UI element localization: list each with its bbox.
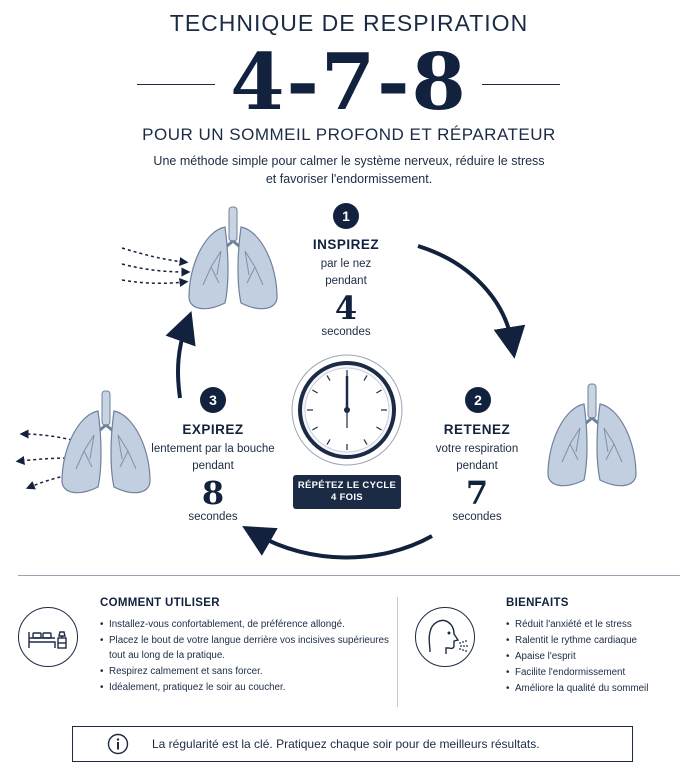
step-2 xyxy=(420,422,534,523)
step-2-number: 7 xyxy=(465,474,489,512)
step-1-pendant: pendant xyxy=(325,275,367,287)
step-1-badge: 1 xyxy=(333,203,359,229)
list-item: • Facilite l'endormissement xyxy=(506,667,691,678)
benefits-title: BIENFAITS xyxy=(506,597,569,609)
description-line-1: Une méthode simple pour calmer le système nerveux, réduire le stress xyxy=(153,154,545,168)
step-2-unit: secondes xyxy=(452,511,502,523)
step-2-badge: 2 xyxy=(465,387,491,413)
list-item: • Ralentit le rythme cardiaque xyxy=(506,635,691,646)
list-item: • Placez le bout de votre langue derrière vos incisives supérieures xyxy=(100,635,395,646)
lungs-icon xyxy=(58,388,154,500)
inhale-airflow-icon xyxy=(122,280,184,283)
footer-text: La régularité est la clé. Pratiquez chaque soir pour de meilleurs résultats. xyxy=(152,737,540,751)
head-breath-icon xyxy=(416,608,473,665)
arrow-icon xyxy=(256,534,432,558)
list-item: • Réduit l'anxiété et le stress xyxy=(506,619,691,630)
step-2-title: RETENEZ xyxy=(443,422,511,437)
repeat-cycle-box xyxy=(293,475,401,509)
section-divider xyxy=(18,575,680,576)
arrow-icon xyxy=(418,246,512,343)
lungs-icon xyxy=(185,205,281,315)
list-item: • Installez-vous confortablement, de préférence allongé. xyxy=(100,619,395,630)
step-1 xyxy=(296,237,396,338)
page-subtitle: POUR UN SOMMEIL PROFOND ET RÉPARATEUR xyxy=(142,125,556,144)
step-2-pendant: pendant xyxy=(456,460,498,472)
technique-number: 4-7-8 xyxy=(230,37,468,128)
arrow-icon xyxy=(178,326,186,398)
list-item: • Idéalement, pratiquez le soir au coucher. xyxy=(100,682,395,693)
list-item: • Apaise l'esprit xyxy=(506,651,691,662)
list-item: • Respirez calmement et sans forcer. xyxy=(100,666,395,677)
step-3-unit: secondes xyxy=(188,511,238,523)
step-3-badge: 3 xyxy=(200,387,226,413)
step-3-pendant: pendant xyxy=(192,460,234,472)
benefits-list xyxy=(506,619,691,694)
step-1-title: INSPIREZ xyxy=(312,237,380,252)
step-3-text: lentement par la bouche xyxy=(151,443,275,455)
how-to-list xyxy=(100,619,395,693)
list-item-continuation: tout au long de la pratique. xyxy=(109,650,226,661)
repeat-line-1: RÉPÉTEZ LE CYCLE xyxy=(297,480,397,491)
lungs-icon xyxy=(544,378,640,496)
page-title: TECHNIQUE DE RESPIRATION xyxy=(169,10,529,36)
list-item: • Améliore la qualité du sommeil xyxy=(506,683,691,694)
step-3-number: 8 xyxy=(201,474,225,512)
clock-icon xyxy=(286,350,408,468)
inhale-airflow-icon xyxy=(122,248,184,262)
info-icon xyxy=(107,733,129,755)
step-3-title: EXPIREZ xyxy=(182,422,244,437)
step-1-unit: secondes xyxy=(321,326,371,338)
bed-icon-circle xyxy=(18,607,78,667)
inhale-airflow-icon xyxy=(122,264,186,272)
step-1-number: 4 xyxy=(334,289,358,327)
repeat-line-2: 4 FOIS xyxy=(331,492,363,503)
step-1-text: par le nez xyxy=(320,258,372,270)
step-2-text: votre respiration xyxy=(435,443,519,455)
step-3 xyxy=(148,422,278,523)
column-divider xyxy=(397,597,398,707)
description-line-2: et favoriser l'endormissement. xyxy=(265,172,433,186)
how-to-title: COMMENT UTILISER xyxy=(100,597,220,609)
bed-icon xyxy=(19,608,76,665)
head-breath-icon-circle xyxy=(415,607,475,667)
